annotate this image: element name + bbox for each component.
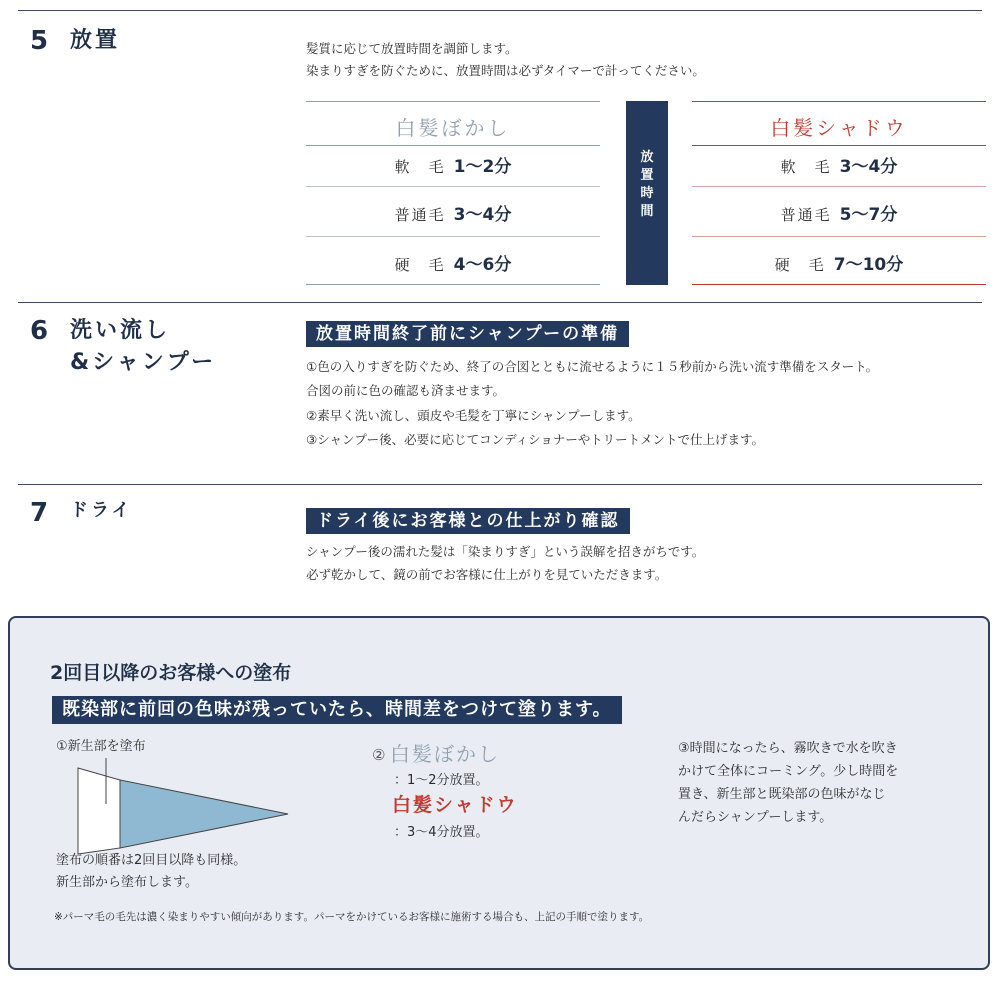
right-row-1-value: 3〜4分 <box>839 157 898 177</box>
left-col-header: 白髪ぼかし <box>395 116 511 140</box>
left-row-2-line <box>306 236 600 237</box>
panel-step1-note-1: 塗布の順番は2回目以降も同様。 <box>56 853 247 868</box>
right-col-top-line <box>692 101 986 102</box>
panel-step3-line-1: ③時間になったら、霧吹きで水を吹き <box>678 741 898 756</box>
step6-title-2: &シャンプー <box>70 350 217 375</box>
step6-line-3: ②素早く洗い流し、頭皮や毛髪を丁寧にシャンプーします。 <box>306 408 641 423</box>
panel-step2-time-1: ：1〜2分放置。 <box>394 773 489 788</box>
right-row-3 <box>692 250 986 275</box>
panel-step2-name-2: 白髪シャドウ <box>392 794 518 816</box>
step7-band: ドライ後にお客様との仕上がり確認 <box>306 508 630 534</box>
panel-footnote: ※パーマ毛の毛先は濃く染まりやすい傾向があります。パーマをかけているお客様に施術する場合も、上記の手順で塗ります。 <box>54 911 650 923</box>
right-col-bottom-line <box>692 284 986 285</box>
left-row-3-label: 硬 毛 <box>394 256 446 274</box>
panel-step3-line-3: 置き、新生部と既染部の色味がなじ <box>678 787 886 802</box>
left-col-top-line <box>306 101 600 102</box>
step6-rule <box>18 302 982 303</box>
right-col-head-line <box>692 145 986 146</box>
right-row-1-line <box>692 186 986 187</box>
left-row-1-label: 軟 毛 <box>394 158 446 176</box>
left-col-head-line <box>306 145 600 146</box>
step7-rule <box>18 484 982 485</box>
panel-step2-time-2: ：3〜4分放置。 <box>394 825 489 840</box>
step5-number: 5 <box>30 26 49 56</box>
right-row-1 <box>692 152 986 177</box>
panel-band: 既染部に前回の色味が残っていたら、時間差をつけて塗ります。 <box>52 696 622 724</box>
right-row-3-value: 7〜10分 <box>833 255 904 275</box>
panel-step3-line-2: かけて全体にコーミング。少し時間を <box>678 764 899 779</box>
left-row-2-value: 3〜4分 <box>453 205 512 225</box>
panel-step1-note-2: 新生部から塗布します。 <box>56 875 198 890</box>
step7-line-1: シャンプー後の濡れた髪は「染まりすぎ」という誤解を招きがちです。 <box>306 544 705 559</box>
right-row-2 <box>692 200 986 225</box>
step6-line-1: ①色の入りすぎを防ぐため、終了の合図とともに流せるように１５秒前から洗い流す準備をスタート。 <box>306 359 879 374</box>
right-row-2-line <box>692 236 986 237</box>
step6-title-1: 洗い流し <box>70 318 171 343</box>
right-row-1-label: 軟 毛 <box>780 158 832 176</box>
step6-line-2: 合図の前に色の確認も済ませます。 <box>306 383 506 398</box>
standing-time-char-2: 置 <box>640 168 654 183</box>
step5-title: 放置 <box>70 28 121 53</box>
dyed-section <box>120 780 288 848</box>
left-row-2-label: 普通毛 <box>394 206 446 224</box>
right-row-3-label: 硬 毛 <box>774 256 826 274</box>
left-row-3-value: 4〜6分 <box>453 255 512 275</box>
panel-step2-number: ② <box>372 746 386 764</box>
left-row-3 <box>306 250 600 275</box>
step5-line-2: 染まりすぎを防ぐために、放置時間は必ずタイマーで計ってください。 <box>306 63 705 78</box>
step6-number: 6 <box>30 316 49 346</box>
top-rule <box>18 10 982 11</box>
panel-title: 2回目以降のお客様への塗布 <box>50 662 292 684</box>
standing-time-char-3: 時 <box>640 186 654 201</box>
right-row-2-value: 5〜7分 <box>839 205 898 225</box>
step7-line-2: 必ず乾かして、鏡の前でお客様に仕上がりを見ていただきます。 <box>306 567 668 582</box>
step7-title: ドライ <box>70 500 133 521</box>
new-growth-section <box>78 768 120 854</box>
step7-number: 7 <box>30 498 49 528</box>
left-row-2 <box>306 200 600 225</box>
panel-step1-label: ①新生部を塗布 <box>56 739 146 754</box>
standing-time-char-4: 間 <box>640 204 654 219</box>
panel-step2-name-1: 白髪ぼかし <box>390 742 500 766</box>
repeat-customer-panel <box>8 616 990 970</box>
left-row-1-line <box>306 186 600 187</box>
hair-strand-diagram <box>76 758 296 858</box>
left-row-1 <box>306 152 600 177</box>
right-row-2-label: 普通毛 <box>780 206 832 224</box>
step5-line-1: 髪質に応じて放置時間を調節します。 <box>306 41 518 56</box>
left-col-bottom-line <box>306 284 600 285</box>
step6-line-4: ③シャンプー後、必要に応じてコンディショナーやトリートメントで仕上げます。 <box>306 432 764 447</box>
standing-time-box <box>626 101 668 285</box>
standing-time-char-1: 放 <box>640 150 654 165</box>
left-row-1-value: 1〜2分 <box>453 157 512 177</box>
step6-band: 放置時間終了前にシャンプーの準備 <box>306 321 629 347</box>
right-col-header: 白髪シャドウ <box>770 116 908 140</box>
panel-step3-line-4: んだらシャンプーします。 <box>678 810 833 825</box>
